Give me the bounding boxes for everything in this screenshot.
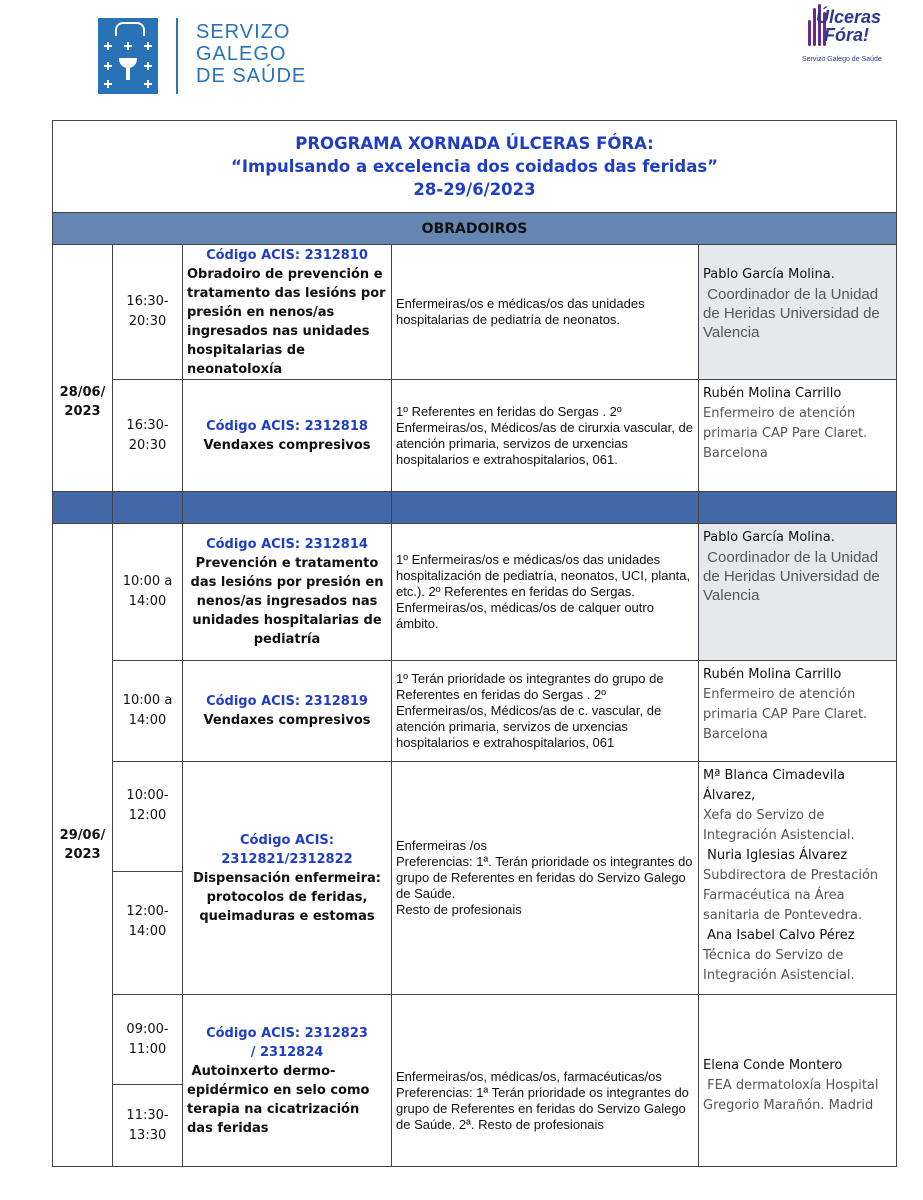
speaker-role: Coordinador de la Unidad de Heridas Universidad de Valencia: [703, 286, 884, 341]
acis-code: Código ACIS: 2312819: [206, 694, 368, 709]
sergas-logo-text: SERVIZO GALEGO DE SAÚDE: [196, 21, 307, 87]
logo-divider: [176, 18, 178, 94]
session-audience: 1º Enfermeiras/os e médicas/os das unidades hospitalización de pediatría, neonatos, UCI, planta, etc.). 2º Referentes en feridas do Sergas. Enfermeiras/os, médicas/os de calquer outro ámbito.: [392, 524, 699, 661]
session-speaker: [699, 524, 897, 661]
acis-code: Código ACIS: 2312814: [206, 537, 368, 552]
speaker-name: Nuria Iglesias Álvarez: [703, 848, 848, 863]
session-time: 10:00 a 14:00: [113, 661, 183, 762]
speaker-name: Elena Conde Montero: [703, 1057, 843, 1073]
galicia-shield-icon: [98, 18, 158, 94]
session-time: 12:00- 14:00: [113, 872, 183, 995]
speaker-name: Rubén Molina Carrillo: [703, 386, 842, 401]
session-audience: 1º Referentes en feridas do Sergas . 2º Enfermeiras/os, Médicos/as de cirurxia vascular, de atención primaria, servizos de urxencias hospitalarios e extrahospitalarios, 061.: [392, 380, 699, 492]
program-title: PROGRAMA XORNADA ÚLCERAS FÓRA:: [295, 134, 654, 153]
speaker-role: Enfermeiro de atención primaria CAP Pare Claret. Barcelona: [703, 406, 868, 461]
day-date: 29/06/ 2023: [53, 524, 113, 1167]
session-audience: 1º Terán prioridade os integrantes do grupo de Referentes en feridas do Sergas . 2º Enfermeiras/os, Médicos/as de c. vascular, de atención primaria, servizos de urxencias hospitalarios e extrahospitalarios, 061: [392, 661, 699, 762]
acis-code: Código ACIS: 2312818: [206, 418, 368, 434]
session-row: [53, 380, 897, 492]
session-speaker: [699, 245, 897, 380]
session-row: [53, 524, 897, 661]
session-course: [183, 380, 392, 492]
session-course: [183, 245, 392, 380]
session-row: [53, 661, 897, 762]
session-audience: Enfermeiras/os e médicas/os das unidades hospitalarias de pediatría de neonatos.: [392, 245, 699, 380]
day-separator: [53, 492, 897, 524]
speaker-role: Xefa do Servizo de Integración Asistencial.: [703, 808, 855, 843]
acis-code: Código ACIS: 2312823 / 2312824: [206, 1025, 368, 1060]
speaker-role: Enfermeiro de atención primaria CAP Pare Claret. Barcelona: [703, 687, 868, 742]
ulceras-fora-logo: [800, 0, 896, 72]
program-table: [52, 120, 897, 1167]
day-date: 28/06/ 2023: [53, 245, 113, 492]
speaker-role: Subdirectora de Prestación Farmacéutica na Área sanitaria de Pontevedra.: [703, 868, 879, 923]
acis-code: Código ACIS: 2312810: [206, 247, 368, 263]
speaker-role: Técnica do Servizo de Integración Asistencial.: [703, 948, 855, 983]
sergas-logo: [98, 18, 306, 94]
session-course: [183, 762, 392, 995]
program-subtitle: “Impulsando a excelencia dos coidados das feridas”: [231, 157, 719, 176]
course-title: Prevención e tratamento das lesións por presión en nenos/as ingresados nas unidades hospitalarias de pediatría: [190, 556, 384, 647]
session-time: 09:00- 11:00: [113, 995, 183, 1085]
session-audience: Enfermeiras/os, médicas/os, farmacéuticas/os Preferencias: 1ª Terán prioridade os integrantes do grupo de Referentes en feridas do Servizo Galego de Saúde. 2ª. Resto de profesionais: [392, 995, 699, 1167]
session-course: [183, 661, 392, 762]
session-course: [183, 524, 392, 661]
speaker-name: Mª Blanca Cimadevila Álvarez,: [703, 768, 845, 803]
speaker-name: Pablo García Molina.: [703, 267, 835, 282]
program-title-block: [53, 121, 897, 213]
session-time: 16:30- 20:30: [113, 245, 183, 380]
session-time: 16:30- 20:30: [113, 380, 183, 492]
session-speaker: [699, 380, 897, 492]
session-course: [183, 995, 392, 1167]
speaker-role: Coordinador de la Unidad de Heridas Universidad de Valencia: [703, 549, 884, 604]
session-audience: Enfermeiras /os Preferencias: 1ª. Terán prioridade os integrantes do grupo de Referentes en feridas do Servizo Galego de Saúde. Resto de profesionais: [392, 762, 699, 995]
session-speaker: [699, 762, 897, 995]
session-time: 10:00 a 14:00: [113, 524, 183, 661]
speaker-name: Ana Isabel Calvo Pérez: [703, 928, 855, 943]
session-speaker: [699, 661, 897, 762]
program-dates: 28-29/6/2023: [413, 180, 536, 199]
speaker-name: Rubén Molina Carrillo: [703, 667, 842, 682]
acis-code: Código ACIS: 2312821/2312822: [221, 832, 353, 867]
session-row: [53, 245, 897, 380]
ulceras-logo-subtitle: Servizo Galego de Saúde: [802, 56, 882, 63]
session-time: 11:30- 13:30: [113, 1085, 183, 1167]
session-speaker: [699, 995, 897, 1167]
session-row: [53, 762, 897, 872]
course-title: Obradoiro de prevención e tratamento das lesións por presión en nenos/as ingresados nas unidades hospitalarias de neonatoloxía: [187, 266, 386, 377]
session-row: [53, 995, 897, 1085]
ulceras-logo-title: Úlceras Fóra!: [816, 7, 882, 45]
course-title: Vendaxes compresivos: [203, 713, 371, 728]
section-header: OBRADOIROS: [53, 213, 897, 245]
speaker-name: Pablo García Molina.: [703, 530, 835, 545]
course-title: Vendaxes compresivos: [203, 437, 371, 453]
session-time: 10:00- 12:00: [113, 762, 183, 872]
speaker-role: FEA dermatoloxía Hospital Gregorio Marañón. Madrid: [703, 1077, 883, 1113]
course-title: Autoinxerto dermo-epidérmico en selo como terapia na cicatrización das feridas: [187, 1063, 374, 1136]
course-title: Dispensación enfermeira: protocolos de feridas, queimaduras e estomas: [193, 870, 381, 924]
